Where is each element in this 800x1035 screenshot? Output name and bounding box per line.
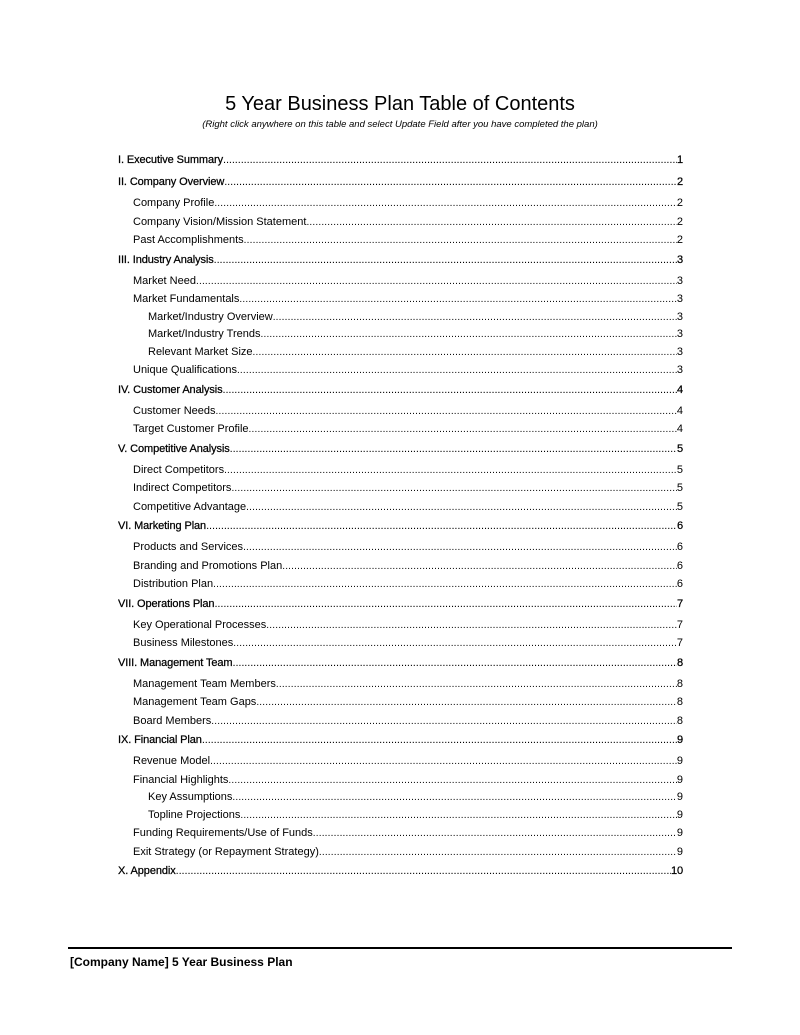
toc-entry[interactable] — [118, 557, 683, 576]
toc-entry-title: III. Industry Analysis — [118, 253, 214, 266]
toc-entry-page: 3 — [676, 328, 683, 340]
toc-entry-page: 6 — [676, 578, 683, 590]
toc-entry-page: 2 — [676, 215, 683, 228]
toc-entry[interactable] — [118, 440, 683, 461]
toc-entry[interactable] — [118, 517, 683, 538]
toc-entry[interactable] — [118, 361, 683, 380]
toc-entry[interactable] — [118, 309, 683, 327]
toc-entry[interactable] — [118, 824, 683, 843]
toc-leader-dots — [214, 251, 677, 270]
toc-entry[interactable] — [118, 461, 683, 480]
toc-entry-page: 9 — [676, 827, 683, 839]
toc-entry[interactable] — [118, 862, 683, 883]
toc-entry-title: Direct Competitors — [133, 463, 225, 476]
toc-entry-title: Market/Industry Overview — [148, 310, 273, 323]
toc-leader-dots — [282, 557, 677, 576]
toc-entry-title: Company Vision/Mission Statement — [133, 215, 307, 228]
toc-leader-dots — [276, 675, 677, 694]
toc-entry-title: Relevant Market Size — [148, 345, 253, 358]
toc-leader-dots — [233, 634, 677, 653]
toc-entry-title: Market Fundamentals — [133, 293, 240, 305]
toc-entry[interactable] — [118, 231, 683, 250]
page-title: 5 Year Business Plan Table of Contents — [225, 93, 575, 115]
toc-entry-page: 8 — [676, 677, 683, 690]
toc-entry-title: Financial Highlights — [133, 773, 229, 786]
toc-entry-title: Past Accomplishments — [133, 234, 244, 246]
toc-leader-dots — [239, 290, 676, 309]
toc-entry-title: Exit Strategy (or Repayment Strategy) — [133, 845, 319, 858]
toc-entry-page: 3 — [676, 253, 683, 266]
toc-entry[interactable] — [118, 789, 683, 807]
toc-leader-dots — [196, 272, 677, 291]
toc-entry[interactable] — [118, 634, 683, 653]
toc-entry-page: 10 — [670, 865, 683, 877]
toc-entry-title: I. Executive Summary — [118, 154, 223, 166]
toc-leader-dots — [223, 151, 677, 170]
toc-entry-page: 6 — [676, 541, 683, 553]
toc-entry-title: Market/Industry Trends — [148, 328, 261, 340]
toc-entry[interactable] — [118, 290, 683, 309]
toc-entry-page: 7 — [676, 597, 683, 610]
toc-entry-page: 5 — [676, 442, 683, 455]
toc-leader-dots — [228, 771, 676, 790]
toc-entry-title: Board Members — [133, 714, 212, 727]
toc-entry-page: 2 — [676, 234, 683, 246]
toc-leader-dots — [256, 693, 677, 712]
toc-entry-page: 8 — [676, 696, 683, 708]
toc-leader-dots — [176, 862, 671, 881]
toc-entry-title: Products and Services — [133, 541, 244, 553]
toc-entry-page: 3 — [676, 274, 683, 287]
toc-entry[interactable] — [118, 771, 683, 790]
toc-entry-title: Indirect Competitors — [133, 482, 232, 494]
toc-leader-dots — [232, 789, 677, 807]
toc-entry-title: Distribution Plan — [133, 578, 214, 590]
toc-entry-page: 4 — [676, 404, 683, 417]
toc-entry[interactable] — [118, 731, 683, 752]
toc-leader-dots — [211, 712, 677, 731]
toc-entry-title: IV. Customer Analysis — [118, 383, 223, 396]
toc-entry[interactable] — [118, 843, 683, 862]
page-subtitle: (Right click anywhere on this table and select Update Field after you have completed the plan) — [202, 119, 598, 130]
toc-entry-title: Revenue Model — [133, 755, 211, 767]
toc-entry-page: 2 — [676, 197, 683, 209]
toc-leader-dots — [243, 538, 677, 557]
toc-leader-dots — [214, 595, 677, 614]
toc-leader-dots — [266, 616, 677, 635]
toc-entry[interactable] — [118, 538, 683, 557]
toc-leader-dots — [222, 381, 676, 400]
footer-divider — [68, 947, 732, 949]
toc-entry-page: 3 — [676, 345, 683, 358]
toc-leader-dots — [306, 213, 676, 232]
toc-entry-page: 1 — [676, 154, 683, 166]
toc-entry[interactable] — [118, 173, 683, 194]
toc-entry-title: VII. Operations Plan — [118, 597, 215, 610]
table-of-contents — [118, 150, 683, 883]
toc-leader-dots — [224, 461, 677, 480]
toc-leader-dots — [246, 498, 677, 517]
toc-leader-dots — [231, 479, 676, 498]
toc-entry-page: 6 — [676, 520, 683, 532]
toc-entry[interactable] — [118, 213, 683, 232]
toc-leader-dots — [206, 517, 677, 536]
toc-entry-title: Management Team Members — [133, 677, 276, 690]
toc-leader-dots — [253, 344, 677, 362]
toc-leader-dots — [213, 575, 677, 594]
toc-leader-dots — [210, 752, 677, 771]
toc-leader-dots — [249, 420, 677, 439]
toc-entry[interactable] — [118, 381, 683, 402]
toc-entry-title: Unique Qualifications — [133, 364, 237, 376]
toc-entry[interactable] — [118, 251, 683, 272]
toc-entry-title: IX. Financial Plan — [118, 734, 202, 746]
toc-entry-page: 9 — [676, 734, 683, 746]
toc-entry-page: 3 — [676, 364, 683, 376]
toc-entry[interactable] — [118, 479, 683, 498]
toc-leader-dots — [313, 824, 677, 843]
toc-entry-page: 2 — [676, 176, 683, 188]
toc-entry-title: Company Profile — [133, 197, 215, 209]
toc-entry[interactable] — [118, 807, 683, 825]
toc-entry-page: 9 — [676, 755, 683, 767]
toc-entry-title: Business Milestones — [133, 637, 234, 649]
toc-entry-title: Branding and Promotions Plan — [133, 559, 283, 572]
toc-entry[interactable] — [118, 654, 683, 675]
footer-text: [Company Name] 5 Year Business Plan — [70, 955, 293, 969]
toc-leader-dots — [230, 440, 677, 459]
toc-entry-title: X. Appendix — [118, 865, 176, 877]
toc-entry-page: 5 — [676, 482, 683, 494]
toc-entry-page: 8 — [676, 714, 683, 727]
toc-leader-dots — [240, 807, 677, 825]
toc-entry-title: VIII. Management Team — [118, 656, 233, 669]
toc-entry-title: Competitive Advantage — [133, 500, 247, 513]
toc-entry-page: 7 — [676, 618, 683, 631]
toc-entry-title: VI. Marketing Plan — [118, 520, 207, 532]
toc-entry[interactable] — [118, 194, 683, 213]
toc-entry-page: 3 — [676, 293, 683, 305]
toc-entry-page: 9 — [676, 791, 683, 803]
toc-entry-page: 4 — [676, 383, 683, 396]
toc-entry-page: 4 — [676, 423, 683, 435]
toc-entry-page: 9 — [676, 845, 683, 858]
toc-entry[interactable] — [118, 344, 683, 362]
toc-entry-title: Funding Requirements/Use of Funds — [133, 827, 313, 839]
toc-leader-dots — [261, 326, 677, 344]
toc-entry-page: 5 — [676, 463, 683, 476]
toc-entry-page: 8 — [676, 656, 683, 669]
toc-entry[interactable] — [118, 616, 683, 635]
toc-entry-title: Key Assumptions — [148, 791, 233, 803]
toc-entry[interactable] — [118, 693, 683, 712]
toc-entry-page: 9 — [676, 773, 683, 786]
toc-leader-dots — [232, 654, 676, 673]
toc-leader-dots — [244, 231, 677, 250]
toc-entry-page: 6 — [676, 559, 683, 572]
toc-entry[interactable] — [118, 498, 683, 517]
toc-entry[interactable] — [118, 675, 683, 694]
toc-entry[interactable] — [118, 575, 683, 594]
toc-entry-title: Topline Projections — [148, 808, 241, 821]
toc-entry-title: Customer Needs — [133, 404, 216, 417]
toc-entry[interactable] — [118, 151, 683, 172]
toc-entry[interactable] — [118, 752, 683, 771]
toc-entry-title: Management Team Gaps — [133, 696, 257, 708]
toc-entry-title: Market Need — [133, 274, 196, 287]
toc-entry-page: 7 — [676, 637, 683, 649]
toc-entry[interactable] — [118, 712, 683, 731]
toc-entry-title: II. Company Overview — [118, 176, 225, 188]
toc-leader-dots — [237, 361, 677, 380]
toc-entry-page: 3 — [676, 310, 683, 323]
toc-entry[interactable] — [118, 420, 683, 439]
toc-entry-page: 5 — [676, 500, 683, 513]
toc-leader-dots — [216, 402, 677, 421]
toc-entry-title: V. Competitive Analysis — [118, 442, 230, 455]
toc-leader-dots — [202, 731, 677, 750]
toc-entry[interactable] — [118, 272, 683, 291]
toc-entry-page: 9 — [676, 808, 683, 821]
toc-entry[interactable] — [118, 595, 683, 616]
toc-leader-dots — [273, 309, 677, 327]
toc-leader-dots — [319, 843, 677, 862]
toc-entry-title: Key Operational Processes — [133, 618, 267, 631]
toc-entry-title: Target Customer Profile — [133, 423, 249, 435]
toc-entry[interactable] — [118, 402, 683, 421]
toc-leader-dots — [214, 194, 677, 213]
toc-leader-dots — [224, 173, 677, 192]
toc-entry[interactable] — [118, 326, 683, 344]
